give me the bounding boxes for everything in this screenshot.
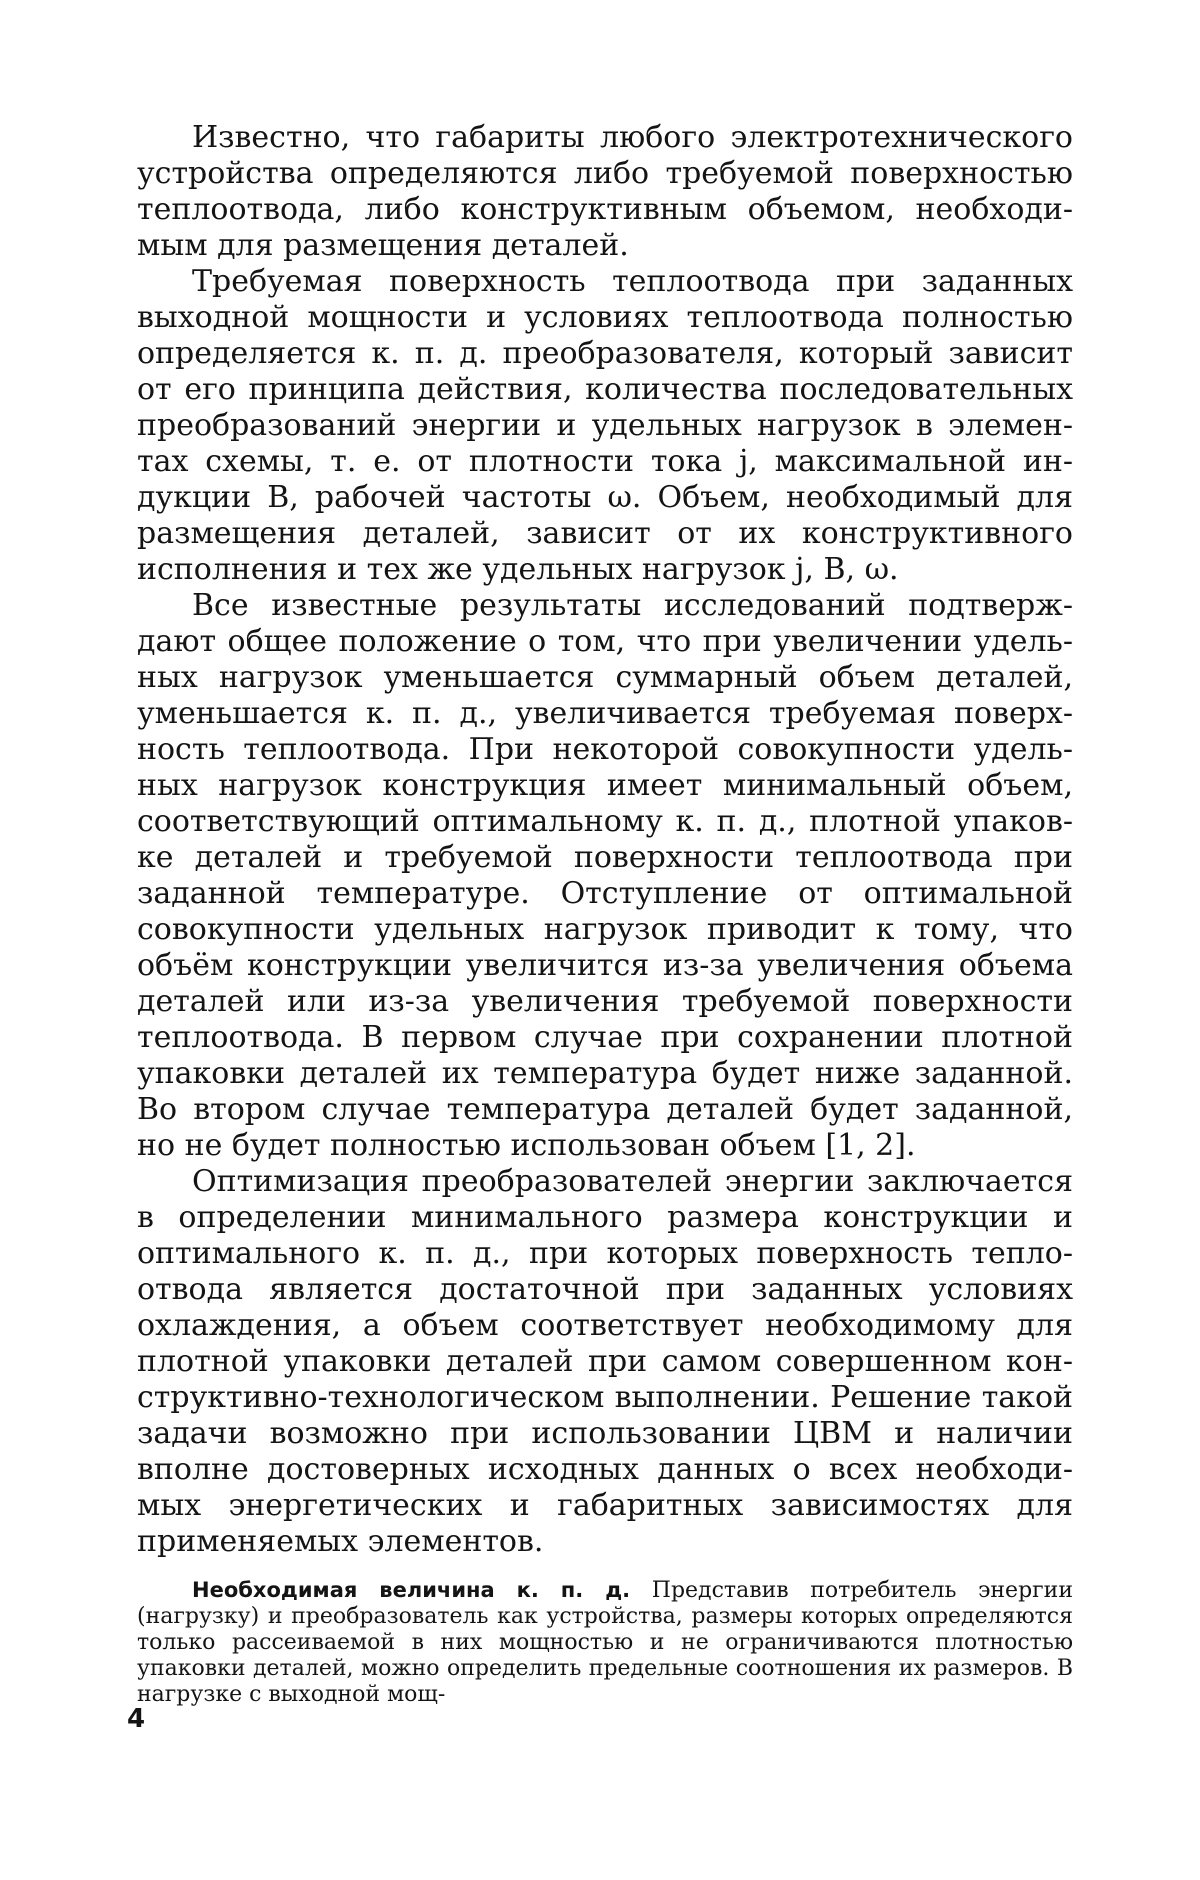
paragraph-3: Все известные результаты исследований подтверждают общее положение о том, что при увеличении удельных нагрузок уменьшается суммарный объем деталей, уменьшается к. п. д., увеличивается требуемая поверхность теплоотвода. При некоторой совокупности удельных нагрузок конструкция имеет минимальный объем, соответствующий оптимальному к. п. д., плотной упаковке деталей и требуемой поверхности теплоотвода при заданной температуре. Отступление от оптимальной совокупности удельных нагрузок приводит к тому, что объём конструкции увеличится из-за увеличения объема деталей или из-за увеличения требуемой поверхности теплоотвода. В первом случае при сохранении плотной упаковки деталей их температура будет ниже заданной. Во втором случае температура деталей будет заданной, но не будет полностью использован объем [1, 2].	[137, 588, 1073, 1163]
main-text	[137, 120, 1073, 1560]
section-paragraph	[137, 1577, 1073, 1708]
paragraph-2: Требуемая поверхность теплоотвода при заданных выходной мощности и условиях теплоотвода полностью определяется к. п. д. преобразователя, который зависит от его принципа действия, количества последовательных преобразований энергии и удельных нагрузок в элементах схемы, т. е. от плотности тока j, максимальной индукции B, рабочей частоты ω. Объем, необходимый для размещения деталей, зависит от их конструктивного исполнения и тех же удельных нагрузок j, B, ω.	[137, 264, 1073, 587]
section-run-in-heading: Необходимая величина к. п. д.	[192, 1578, 631, 1602]
page-number: 4	[127, 1704, 146, 1734]
section-body: Представив потребитель энергии (нагрузку) и преобразователь как устройства, размеры которых определяются только рассеиваемой в них мощностью и не ограничиваются плотностью упаковки деталей, можно определить предельные соотношения их размеров. В нагрузке с выходной мощ-	[137, 1578, 1074, 1707]
paragraph-1: Известно, что габариты любого электротехнического устройства определяются либо требуемой поверхностью теплоотвода, либо конструктивным объемом, необходимым для размещения деталей.	[137, 120, 1073, 263]
section-text	[137, 1577, 1073, 1708]
paragraph-4: Оптимизация преобразователей энергии заключается в определении минимального размера конструкции и оптимального к. п. д., при которых поверхность теплоотвода является достаточной при заданных условиях охлаждения, а объем соответствует необходимому для плотной упаковки деталей при самом совершенном конструктивно-технологическом выполнении. Решение такой задачи возможно при использовании ЦВМ и наличии вполне достоверных исходных данных о всех необходимых энергетических и габаритных зависимостях для применяемых элементов.	[137, 1164, 1073, 1559]
